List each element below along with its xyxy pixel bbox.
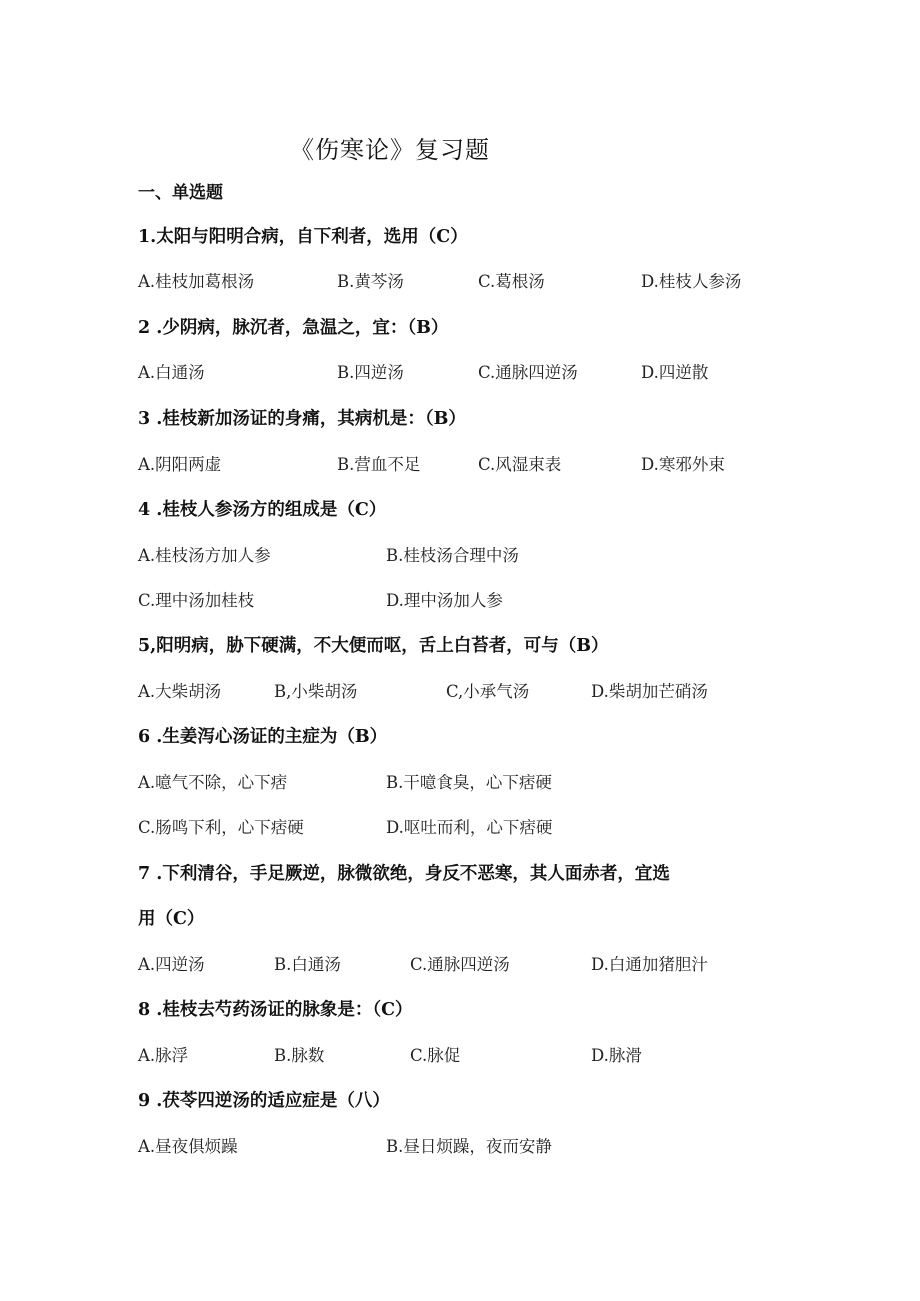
section-heading: 一、单选题 bbox=[138, 183, 223, 203]
document-title: 《伤寒论》复习题 bbox=[290, 136, 490, 164]
question-5-option-d: D.柴胡加芒硝汤 bbox=[591, 682, 708, 701]
question-1-option-c: C.葛根汤 bbox=[478, 272, 545, 291]
question-3-option-c: C.风湿束表 bbox=[478, 455, 562, 474]
question-6-option-c: C.肠鸣下利，心下痞硬 bbox=[138, 818, 304, 837]
question-8-option-c: C.脉促 bbox=[410, 1046, 461, 1065]
question-1-option-d: D.桂枝人参汤 bbox=[641, 272, 742, 291]
question-6-option-a: A.噫气不除，心下痞 bbox=[138, 773, 288, 792]
question-4-option-a: A.桂枝汤方加人参 bbox=[138, 546, 271, 565]
question-4-stem: 4 .桂枝人参汤方的组成是（C） bbox=[138, 500, 387, 520]
question-2-stem: 2 .少阴病，脉沉者，急温之，宜：（B） bbox=[138, 318, 449, 338]
question-2-option-b: B.四逆汤 bbox=[337, 363, 404, 382]
question-3-option-d: D.寒邪外束 bbox=[641, 455, 725, 474]
question-6-option-b: B.干噫食臭，心下痞硬 bbox=[386, 773, 552, 792]
question-7-option-d: D.白通加猪胆汁 bbox=[591, 955, 708, 974]
question-5-option-c: C,小承气汤 bbox=[446, 682, 530, 701]
question-3-option-a: A.阴阳两虚 bbox=[138, 455, 222, 474]
question-3-stem: 3 .桂枝新加汤证的身痛，其病机是：（B） bbox=[138, 409, 466, 429]
question-7-stem-continuation: 用（C） bbox=[138, 909, 205, 929]
question-3-option-b: B.营血不足 bbox=[337, 455, 421, 474]
question-8-option-d: D.脉滑 bbox=[591, 1046, 642, 1065]
question-4-option-b: B.桂枝汤合理中汤 bbox=[386, 546, 519, 565]
question-1-option-b: B.黄芩汤 bbox=[337, 272, 404, 291]
question-2-option-a: A.白通汤 bbox=[138, 363, 205, 382]
question-6-stem: 6 .生姜泻心汤证的主症为（B） bbox=[138, 727, 388, 747]
question-9-stem: 9 .茯苓四逆汤的适应症是（八） bbox=[138, 1091, 390, 1111]
question-4-option-c: C.理中汤加桂枝 bbox=[138, 591, 255, 610]
question-8-option-a: A.脉浮 bbox=[138, 1046, 189, 1065]
question-7-option-c: C.通脉四逆汤 bbox=[410, 955, 510, 974]
question-5-option-b: B,小柴胡汤 bbox=[274, 682, 358, 701]
question-2-option-c: C.通脉四逆汤 bbox=[478, 363, 578, 382]
question-7-option-a: A.四逆汤 bbox=[138, 955, 205, 974]
question-5-option-a: A.大柴胡汤 bbox=[138, 682, 222, 701]
question-7-stem: 7 .下利清谷，手足厥逆，脉微欲绝，身反不恶寒，其人面赤者，宜选 bbox=[138, 864, 670, 884]
question-2-option-d: D.四逆散 bbox=[641, 363, 709, 382]
question-4-option-d: D.理中汤加人参 bbox=[386, 591, 503, 610]
question-6-option-d: D.呕吐而利，心下痞硬 bbox=[386, 818, 553, 837]
question-1-stem: 1.太阳与阳明合病，自下利者，选用（C） bbox=[138, 227, 468, 247]
question-8-option-b: B.脉数 bbox=[274, 1046, 325, 1065]
question-8-stem: 8 .桂枝去芍药汤证的脉象是：（C） bbox=[138, 1000, 413, 1020]
question-9-option-b: B.昼日烦躁，夜而安静 bbox=[386, 1137, 552, 1156]
question-5-stem: 5,阳明病，胁下硬满，不大便而呕，舌上白苔者，可与（B） bbox=[138, 636, 609, 656]
question-1-option-a: A.桂枝加葛根汤 bbox=[138, 272, 255, 291]
question-7-option-b: B.白通汤 bbox=[274, 955, 341, 974]
question-9-option-a: A.昼夜俱烦躁 bbox=[138, 1137, 238, 1156]
